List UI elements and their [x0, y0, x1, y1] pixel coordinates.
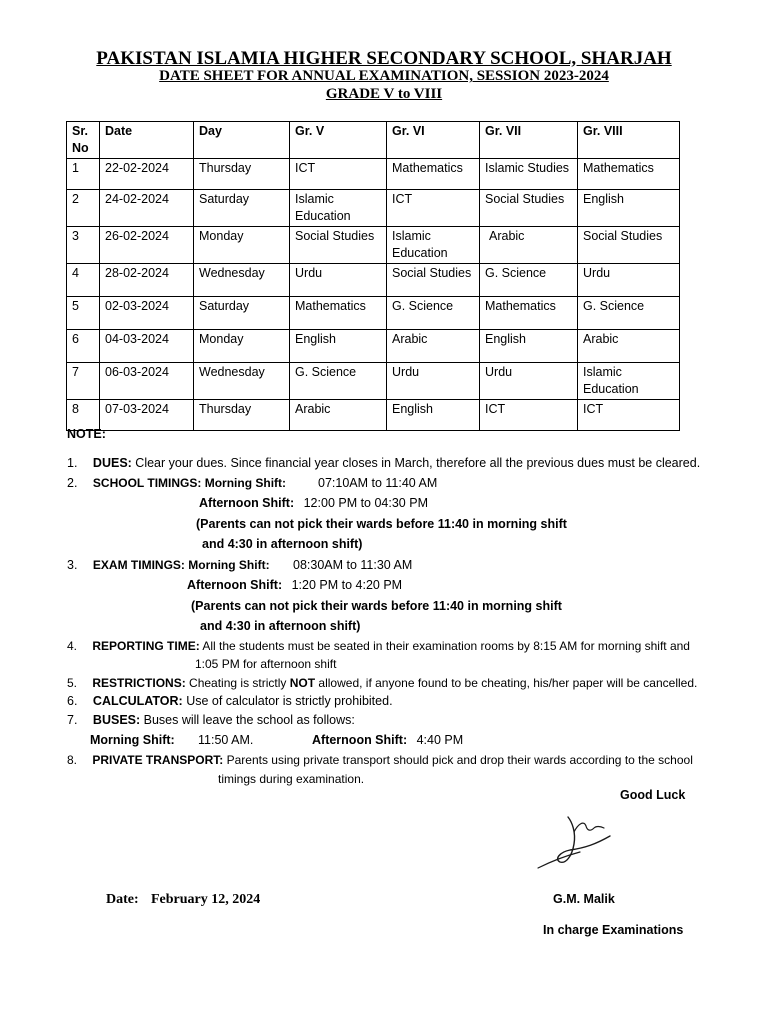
- date-sheet-subtitle: DATE SHEET FOR ANNUAL EXAMINATION, SESSION 2023-2024: [159, 68, 609, 84]
- cell: Thursday: [194, 159, 290, 190]
- note-text: Buses will leave the school as follows:: [140, 713, 355, 727]
- note-label: CALCULATOR:: [92, 694, 183, 708]
- cell: Social Studies: [578, 227, 680, 264]
- date-sheet-table: [66, 121, 680, 431]
- cell: Arabic: [578, 330, 680, 363]
- note-2: [67, 474, 286, 492]
- cell: Social Studies: [290, 227, 387, 264]
- table-row: [67, 159, 680, 190]
- bus-afternoon-label: Afternoon Shift:: [312, 733, 408, 747]
- signature-icon: [530, 812, 630, 874]
- note-5: [67, 674, 697, 692]
- note-label: SCHOOL TIMINGS: Morning Shift:: [92, 476, 287, 490]
- cell: 3: [67, 227, 100, 264]
- note-emphasis: NOT: [289, 676, 316, 690]
- note-heading: NOTE:: [67, 427, 106, 441]
- note-label: PRIVATE TRANSPORT:: [92, 753, 224, 767]
- cell: Urdu: [578, 264, 680, 297]
- afternoon-shift-label: Afternoon Shift:: [199, 496, 295, 510]
- cell: Urdu: [480, 363, 578, 400]
- afternoon-shift-time: 12:00 PM to 04:30 PM: [303, 496, 428, 510]
- cell: Wednesday: [194, 264, 290, 297]
- note-number: 8.: [67, 753, 78, 767]
- bus-morning-label: Morning Shift:: [90, 733, 175, 747]
- cell: 02-03-2024: [100, 297, 194, 330]
- cell: 06-03-2024: [100, 363, 194, 400]
- note-3: [67, 556, 270, 574]
- note-6: [67, 692, 393, 710]
- cell: Mathematics: [387, 159, 480, 190]
- pickup-warning-line-1: (Parents can not pick their wards before 11:40 in morning shift: [191, 599, 562, 613]
- cell: 5: [67, 297, 100, 330]
- cell: Arabic: [387, 330, 480, 363]
- cell: Urdu: [290, 264, 387, 297]
- bus-morning-time: 11:50 AM.: [198, 733, 254, 747]
- cell: Arabic: [290, 400, 387, 431]
- col-header-grade-viii: Gr. VIII: [578, 122, 680, 159]
- cell: Wednesday: [194, 363, 290, 400]
- cell: Urdu: [387, 363, 480, 400]
- note-number: 2.: [67, 476, 78, 490]
- note-label: DUES:: [92, 456, 132, 470]
- pickup-warning-line-2: and 4:30 in afternoon shift): [202, 537, 363, 551]
- cell: Saturday: [194, 297, 290, 330]
- grade-range-title: GRADE V to VIII: [325, 86, 443, 102]
- note-number: 6.: [67, 694, 78, 708]
- table-row: [67, 330, 680, 363]
- school-afternoon-shift: [199, 494, 428, 512]
- cell: 6: [67, 330, 100, 363]
- cell: English: [480, 330, 578, 363]
- cell: Arabic: [480, 227, 578, 264]
- cell: 24-02-2024: [100, 190, 194, 227]
- note-label: EXAM TIMINGS: Morning Shift:: [92, 558, 270, 572]
- col-header-grade-v: Gr. V: [290, 122, 387, 159]
- note-text: Clear your dues. Since financial year closes in March, therefore all the previous dues must be cleared.: [131, 456, 701, 470]
- table-row: [67, 190, 680, 227]
- cell: Mathematics: [578, 159, 680, 190]
- note-4-continued: 1:05 PM for afternoon shift: [195, 657, 337, 671]
- pickup-warning-line-2: and 4:30 in afternoon shift): [200, 619, 361, 633]
- cell: 22-02-2024: [100, 159, 194, 190]
- cell: 7: [67, 363, 100, 400]
- cell: G. Science: [387, 297, 480, 330]
- cell: Monday: [194, 227, 290, 264]
- cell: 2: [67, 190, 100, 227]
- cell: Mathematics: [480, 297, 578, 330]
- cell: English: [578, 190, 680, 227]
- cell: 8: [67, 400, 100, 431]
- col-header-grade-vi: Gr. VI: [387, 122, 480, 159]
- cell: Islamic Education: [387, 227, 480, 264]
- cell: Monday: [194, 330, 290, 363]
- cell: ICT: [387, 190, 480, 227]
- cell: 07-03-2024: [100, 400, 194, 431]
- school-morning-time: 07:10AM to 11:40 AM: [318, 476, 438, 490]
- cell: Islamic Education: [578, 363, 680, 400]
- note-text: All the students must be seated in their examination rooms by 8:15 AM for morning shift and: [199, 639, 690, 653]
- note-text: Cheating is strictly: [185, 676, 290, 690]
- cell: English: [290, 330, 387, 363]
- table-row: [67, 400, 680, 431]
- bus-afternoon-shift: [312, 731, 463, 749]
- note-label: REPORTING TIME:: [92, 639, 200, 653]
- cell: Mathematics: [290, 297, 387, 330]
- note-number: 5.: [67, 676, 78, 690]
- pickup-warning-line-1: (Parents can not pick their wards before 11:40 in morning shift: [196, 517, 567, 531]
- school-name: PAKISTAN ISLAMIA HIGHER SECONDARY SCHOOL, SHARJAH: [96, 48, 672, 69]
- cell: Social Studies: [387, 264, 480, 297]
- cell: Social Studies: [480, 190, 578, 227]
- issue-date: February 12, 2024: [151, 892, 261, 907]
- note-text: Parents using private transport should pick and drop their wards according to the school: [223, 753, 693, 767]
- cell: Islamic Studies: [480, 159, 578, 190]
- cell: Thursday: [194, 400, 290, 431]
- bus-afternoon-time: 4:40 PM: [416, 733, 464, 747]
- note-8: [67, 751, 693, 769]
- note-number: 7.: [67, 713, 78, 727]
- note-number: 1.: [67, 456, 78, 470]
- table-row: [67, 264, 680, 297]
- table-row: [67, 363, 680, 400]
- cell: ICT: [480, 400, 578, 431]
- date-label: Date:: [106, 892, 139, 907]
- col-header-date: Date: [100, 122, 194, 159]
- note-number: 3.: [67, 558, 78, 572]
- cell: ICT: [578, 400, 680, 431]
- note-text: allowed, if anyone found to be cheating, his/her paper will be cancelled.: [315, 676, 698, 690]
- cell: 28-02-2024: [100, 264, 194, 297]
- cell: 4: [67, 264, 100, 297]
- note-number: 4.: [67, 639, 78, 653]
- cell: Islamic Education: [290, 190, 387, 227]
- table-row: [67, 297, 680, 330]
- table-header-row: [67, 122, 680, 159]
- afternoon-shift-time: 1:20 PM to 4:20 PM: [291, 578, 403, 592]
- signer-role: In charge Examinations: [543, 923, 684, 937]
- cell: 04-03-2024: [100, 330, 194, 363]
- cell: G. Science: [480, 264, 578, 297]
- afternoon-shift-label: Afternoon Shift:: [187, 578, 283, 592]
- cell: ICT: [290, 159, 387, 190]
- good-luck-text: Good Luck: [620, 788, 686, 802]
- cell: G. Science: [290, 363, 387, 400]
- col-header-sr-no: Sr. No: [67, 122, 100, 159]
- cell: 1: [67, 159, 100, 190]
- note-label: BUSES:: [92, 713, 141, 727]
- note-1: [67, 454, 700, 472]
- note-label: RESTRICTIONS:: [92, 676, 186, 690]
- note-8-continued: timings during examination.: [218, 772, 365, 786]
- note-4: [67, 637, 690, 655]
- note-7: [67, 711, 355, 729]
- cell: G. Science: [578, 297, 680, 330]
- cell: Saturday: [194, 190, 290, 227]
- cell: English: [387, 400, 480, 431]
- table-row: [67, 227, 680, 264]
- col-header-day: Day: [194, 122, 290, 159]
- cell: 26-02-2024: [100, 227, 194, 264]
- signer-name: G.M. Malik: [553, 892, 615, 906]
- note-text: Use of calculator is strictly prohibited.: [182, 694, 393, 708]
- exam-afternoon-shift: [187, 576, 402, 594]
- col-header-grade-vii: Gr. VII: [480, 122, 578, 159]
- bus-morning-shift: [90, 731, 175, 749]
- exam-morning-time: 08:30AM to 11:30 AM: [293, 558, 413, 572]
